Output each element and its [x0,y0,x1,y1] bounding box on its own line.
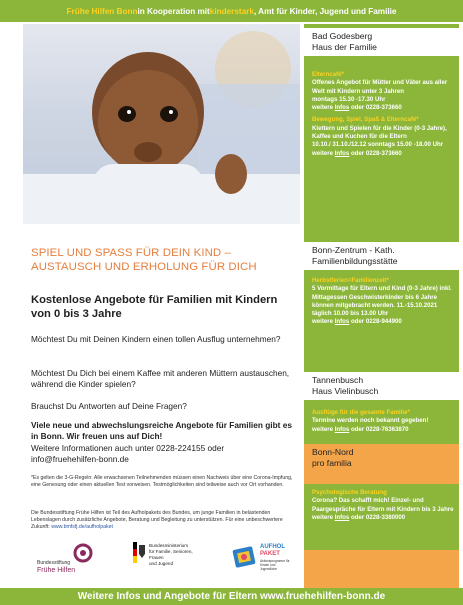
contact-phone: oder 0228-3380000 [349,513,406,521]
orange-accent [304,550,459,588]
bmfsfj-logo [133,540,203,580]
section-title-line-2: Familienbildungsstätte [312,256,398,266]
section-title-line-2: Haus Vielinbusch [312,386,379,396]
offer-title: Psychologische Beratung [312,489,387,496]
baby-photo [23,24,300,224]
contact-phone: oder 0228-76363870 [349,425,409,433]
contact-phone: oder 0228-944900 [349,318,402,326]
contact-prefix: weitere [312,104,335,112]
top-banner [0,0,463,22]
section-bonn-nord-title [304,444,459,484]
section-title-line-1: Bonn-Nord [312,447,354,457]
aufholpaket-icon [232,544,258,570]
offer-description: Offenes Angebot für Mütter und Väter aus aller Welt mit Kindern unter 3 Jahren [312,79,448,95]
flag-icon [133,542,147,564]
offer-time: montags 15.30 -17.30 Uhr [312,95,386,103]
section-bonn-zentrum-title [304,242,459,270]
bmfsfj-line-3: und Jugend [149,561,174,566]
headline: SPIEL UND SPASS FÜR DEIN KIND – AUSTAUSCH UND ERHOLUNG FÜR DICH [31,247,257,273]
paragraph-coffee: Möchtest Du Dich bei einem Kaffee mit anderen Müttern austauschen, während die Kinder spielen? [31,368,290,389]
baby-illustration [23,24,300,224]
offer-description: 5 Vormittage für Eltern und Kind (0-3 Jahre) inkl. Mittagessen Geschwisterkinder bis 6 Jahre können mitgebracht werden. 11.-15.10.2021 [312,285,452,309]
offer-contact [312,150,454,158]
topbar-partner: kinderstark [209,6,254,16]
offer-time: täglich 10.00 bis 13.00 Uhr [312,310,389,318]
paragraph-excursion: Möchtest Du mit Deinen Kindern einen tollen Ausflug unternehmen? [31,334,281,344]
offer-title: Herbstferien=Familienzeit* [312,277,389,284]
paragraph-offers: Viele neue und abwechslungsreiche Angebote für Familien gibt es in Bonn. Wir freuen uns auf Dich! [31,420,292,441]
section-title-line-1: Tannenbusch [312,375,364,385]
bottom-banner[interactable]: Weitere Infos und Angebote für Eltern www.fruehehilfen-bonn.de [0,588,463,605]
offer-description: Corona? Das schafft mich! Einzel- und Paargespräche für Eltern mit Kindern bis 3 Jahre [312,497,454,513]
section-tannenbusch-body [312,409,454,434]
contact-prefix: weitere [312,318,335,326]
contact-prefix: weitere [312,149,335,157]
contact-prefix: weitere [312,425,335,433]
topbar-brand: Frühe Hilfen Bonn [66,6,138,16]
offer-contact [312,514,454,522]
section-title-line-2: Haus der Familie [312,42,377,52]
funding-prefix: Für eine unbeschwertere Zukunft: [31,516,283,530]
covid-rules-note: *Es gelten die 3-G-Regeln: Alle erwachsenen Teilnehmenden müssen einen Nachweis über eine Corona-Impfung, eine Genesung oder einen aktuellen Test vorweisen. Testmöglichkeiten sind teilweise auch vor Ort vorhanden. [31,475,293,488]
section-tannenbusch-title [304,372,459,400]
aufholpaket-subtitle: Aktionsprogramm für Kinder und Jugendliche [260,559,290,571]
infos-link[interactable]: Infos [334,318,350,326]
funding-text: Die Bundesstiftung Frühe Hilfen ist Teil des Aufholpakets des Bundes, um junge Familien in belastenden Lebenslagen durch zusätzliche Angebote, Beratung und Begleitung zu unterstützen. [31,510,271,523]
infos-link[interactable]: Infos [334,425,350,433]
section-bonn-nord-body [312,489,454,522]
section-bonn-zentrum-body [312,277,454,327]
main-content [23,228,300,586]
bmfsfj-line-2: für Familie, Senioren, Frauen [149,549,193,560]
funding-link[interactable]: www.bmfsfj.de/aufholpaket [51,523,113,530]
bmfsfj-line-1: Bundesministerium [149,543,189,548]
offer-title: Elterncafé* [312,71,344,78]
offer-description: Klettern und Spielen für die Kinder (0-3 Jahre), Kaffee und Kuchen für die Eltern [312,124,447,141]
infos-link[interactable]: Infos [334,149,350,157]
contact-phone: oder 0228-373660 [349,149,402,157]
infos-link[interactable]: Infos [334,513,350,521]
paket-label: PAKET [260,551,280,557]
offer-title: Bewegung, Spiel, Spaß & Elterncafé* [312,116,419,124]
aufholpaket-label: AUFHOL [260,544,285,550]
offer-contact [312,104,454,112]
section-title-line-1: Bad Godesberg [312,31,373,41]
section-bad-godesberg-body [312,71,454,158]
bundesstiftung-label: Bundesstiftung [37,560,71,566]
funding-note [31,510,299,530]
aufholpaket-logo [230,538,290,582]
bmfsfj-label [149,543,205,567]
subheadline: Kostenlose Angebote für Familien mit Kindern von 0 bis 3 Jahre [31,294,278,320]
infos-link[interactable]: Infos [334,104,350,112]
offer-title: Ausflüge für die gesamte Familie* [312,409,410,416]
section-bad-godesberg-title [304,28,459,56]
topbar-text: in Kooperation mit [137,6,210,16]
offer-description: Termine werden noch bekannt gegeben! [312,417,429,425]
email-link[interactable]: info@fruehehilfen-bonn.de [31,454,129,464]
fruehe-hilfen-label: Frühe Hilfen [37,567,76,574]
offer-time: 10.10./ 31.10./12.12 sonntags 15.00 -18.00 Uhr [312,141,444,149]
topbar-text-2: , Amt für Kinder, Jugend und Familie [253,6,397,16]
paragraph-questions: Brauchst Du Antworten auf Deine Fragen? [31,401,187,411]
section-title-line-1: Bonn-Zentrum - Kath. [312,245,395,255]
locations-sidebar [304,24,459,588]
offer-contact [312,318,454,326]
paragraph-phone: Weitere Informationen auch unter 0228-224155 oder [31,443,225,453]
contact-phone: oder 0228-373660 [349,104,402,112]
offer-contact [312,426,454,434]
logo-row [23,535,300,585]
bundesstiftung-logo [33,540,95,582]
section-title-line-2: pro familia [312,458,352,468]
contact-prefix: weitere [312,513,335,521]
